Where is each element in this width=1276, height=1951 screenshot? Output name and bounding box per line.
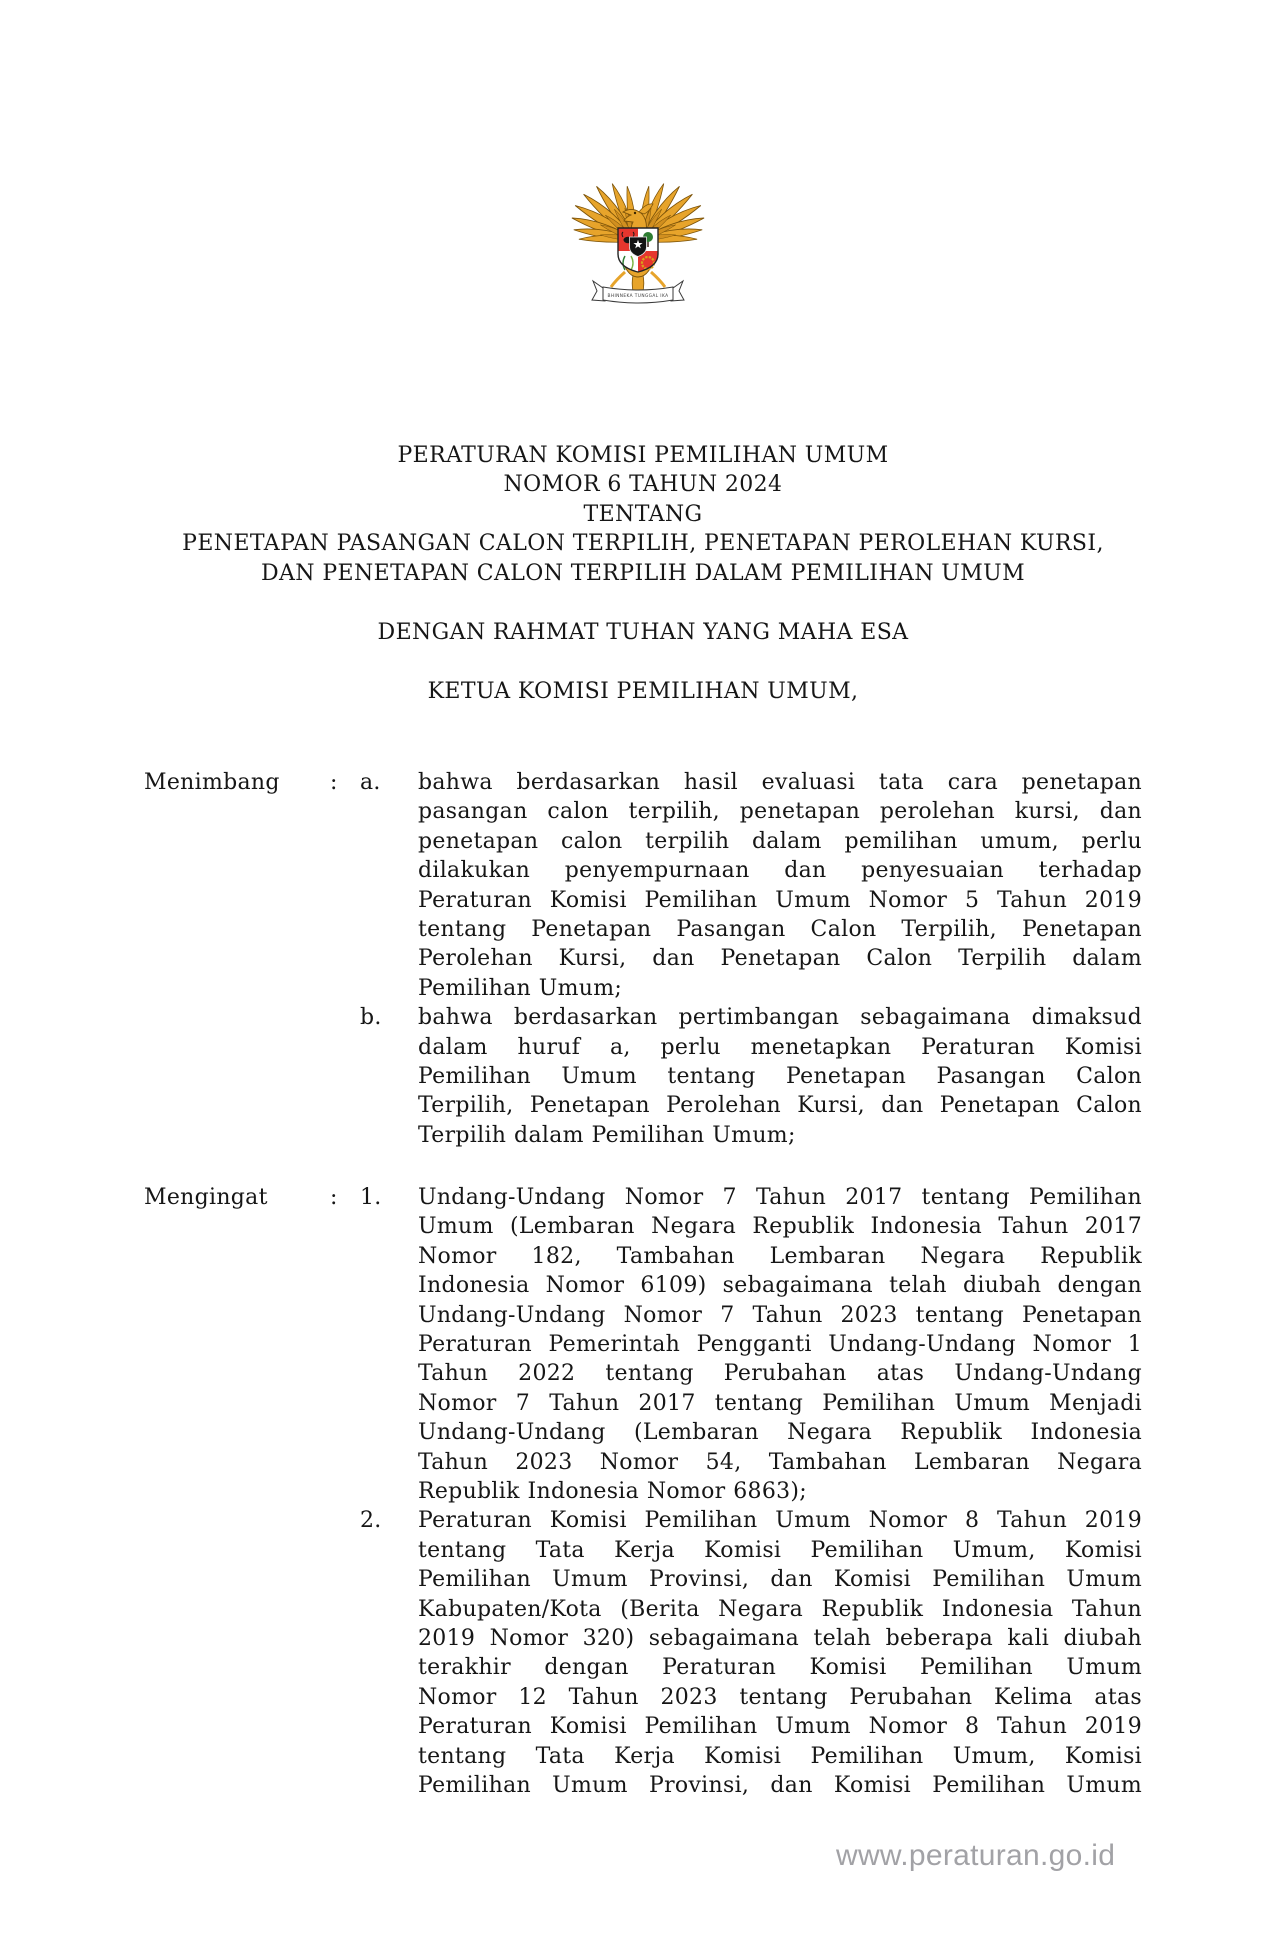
text-line: Kabupaten/Kota (Berita Negara Republik Indonesia Tahun — [418, 1596, 1142, 1622]
section-label: Menimbang — [144, 770, 280, 795]
section-colon: : — [330, 1185, 338, 1210]
left-leg — [611, 272, 625, 287]
text-line: Peraturan Pemerintah Pengganti Undang-Undang Nomor 1 — [418, 1331, 1142, 1357]
garuda-pancasila-emblem — [563, 180, 713, 325]
text-line: Umum (Lembaran Negara Republik Indonesia Tahun 2017 — [418, 1214, 1142, 1240]
title-line-1: PERATURAN KOMISI PEMILIHAN UMUM — [397, 443, 889, 468]
text-line: tentang Tata Kerja Komisi Pemilihan Umum, Komisi — [418, 1743, 1142, 1769]
pancasila-shield — [618, 228, 658, 276]
text-line: dalam huruf a, perlu menetapkan Peraturan Komisi — [418, 1034, 1142, 1060]
section-colon: : — [330, 770, 338, 795]
item-paragraph — [418, 1183, 1142, 1506]
item-marker: a. — [360, 770, 381, 795]
text-line: Indonesia Nomor 6109) sebagaimana telah diubah dengan — [418, 1273, 1142, 1299]
text-line: Undang-Undang Nomor 7 Tahun 2023 tentang Penetapan — [418, 1302, 1142, 1328]
text-line: Undang-Undang (Lembaran Negara Republik Indonesia — [418, 1420, 1142, 1446]
text-line: Terpilih dalam Pemilihan Umum; — [418, 1122, 796, 1148]
title-line-5: DAN PENETAPAN CALON TERPILIH DALAM PEMILIHAN UMUM — [260, 560, 1026, 586]
item-paragraph — [418, 768, 1142, 1003]
text-line: dilakukan penyempurnaan dan penyesuaian terhadap — [418, 858, 1142, 884]
right-leg — [651, 272, 665, 287]
text-line: bahwa berdasarkan pertimbangan sebagaimana dimaksud — [418, 1005, 1142, 1031]
item-marker: 1. — [360, 1185, 382, 1210]
item-paragraph — [418, 1003, 1142, 1150]
section-mengingat — [144, 1183, 1142, 1801]
text-line: Republik Indonesia Nomor 6863); — [418, 1478, 808, 1504]
document-title — [144, 441, 1142, 588]
title-line-3: TENTANG — [583, 501, 703, 527]
text-line: Pemilihan Umum Provinsi, dan Komisi Pemilihan Umum — [418, 1567, 1142, 1593]
text-line: Nomor 182, Tambahan Lembaran Negara Republik — [418, 1243, 1142, 1269]
title-line-2: NOMOR 6 TAHUN 2024 — [503, 472, 783, 498]
text-line: Pemilihan Umum Provinsi, dan Komisi Pemilihan Umum — [418, 1772, 1142, 1798]
invocation-line: DENGAN RAHMAT TUHAN YANG MAHA ESA — [377, 620, 909, 645]
section-label: Mengingat — [144, 1185, 268, 1210]
text-line: pasangan calon terpilih, penetapan perolehan kursi, dan — [418, 799, 1142, 825]
item-marker: b. — [360, 1005, 382, 1031]
text-line: Tahun 2022 tentang Perubahan atas Undang-Undang — [418, 1361, 1142, 1387]
text-line: tentang Tata Kerja Komisi Pemilihan Umum, Komisi — [418, 1537, 1142, 1563]
ribbon-text: BHINNEKA TUNGGAL IKA — [607, 294, 669, 299]
watermark-url: www.peraturan.go.id — [836, 1839, 1116, 1872]
text-line: bahwa berdasarkan hasil evaluasi tata cara penetapan — [418, 770, 1142, 795]
text-line: 2019 Nomor 320) sebagaimana telah beberapa kali diubah — [418, 1625, 1142, 1651]
issuer-line: KETUA KOMISI PEMILIHAN UMUM, — [427, 679, 859, 704]
text-line: Peraturan Komisi Pemilihan Umum Nomor 5 Tahun 2019 — [418, 887, 1142, 913]
item-marker: 2. — [360, 1508, 382, 1534]
text-line: penetapan calon terpilih dalam pemilihan umum, perlu — [418, 828, 1142, 854]
section-menimbang — [144, 768, 1142, 1151]
item-paragraph — [418, 1506, 1142, 1800]
text-line: Peraturan Komisi Pemilihan Umum Nomor 8 Tahun 2019 — [418, 1508, 1142, 1534]
text-line: Peraturan Komisi Pemilihan Umum Nomor 8 Tahun 2019 — [418, 1714, 1142, 1740]
text-line: Pemilihan Umum tentang Penetapan Pasangan Calon — [418, 1063, 1142, 1089]
text-line: tentang Penetapan Pasangan Calon Terpilih, Penetapan — [418, 916, 1142, 942]
text-line: Undang-Undang Nomor 7 Tahun 2017 tentang Pemilihan — [418, 1185, 1142, 1210]
text-line: Nomor 7 Tahun 2017 tentang Pemilihan Umum Menjadi — [418, 1390, 1142, 1416]
eye — [634, 212, 636, 214]
garuda-pancasila-icon — [563, 180, 713, 325]
text-line: Tahun 2023 Nomor 54, Tambahan Lembaran Negara — [418, 1449, 1142, 1475]
text-line: Pemilihan Umum; — [418, 975, 623, 1001]
title-line-4: PENETAPAN PASANGAN CALON TERPILIH, PENETAPAN PEROLEHAN KURSI, — [182, 531, 1104, 557]
text-line: Perolehan Kursi, dan Penetapan Calon Terpilih dalam — [418, 946, 1142, 972]
text-line: Nomor 12 Tahun 2023 tentang Perubahan Kelima atas — [418, 1684, 1142, 1710]
text-line: Terpilih, Penetapan Perolehan Kursi, dan Penetapan Calon — [418, 1093, 1142, 1119]
text-line: terakhir dengan Peraturan Komisi Pemilihan Umum — [418, 1655, 1142, 1681]
